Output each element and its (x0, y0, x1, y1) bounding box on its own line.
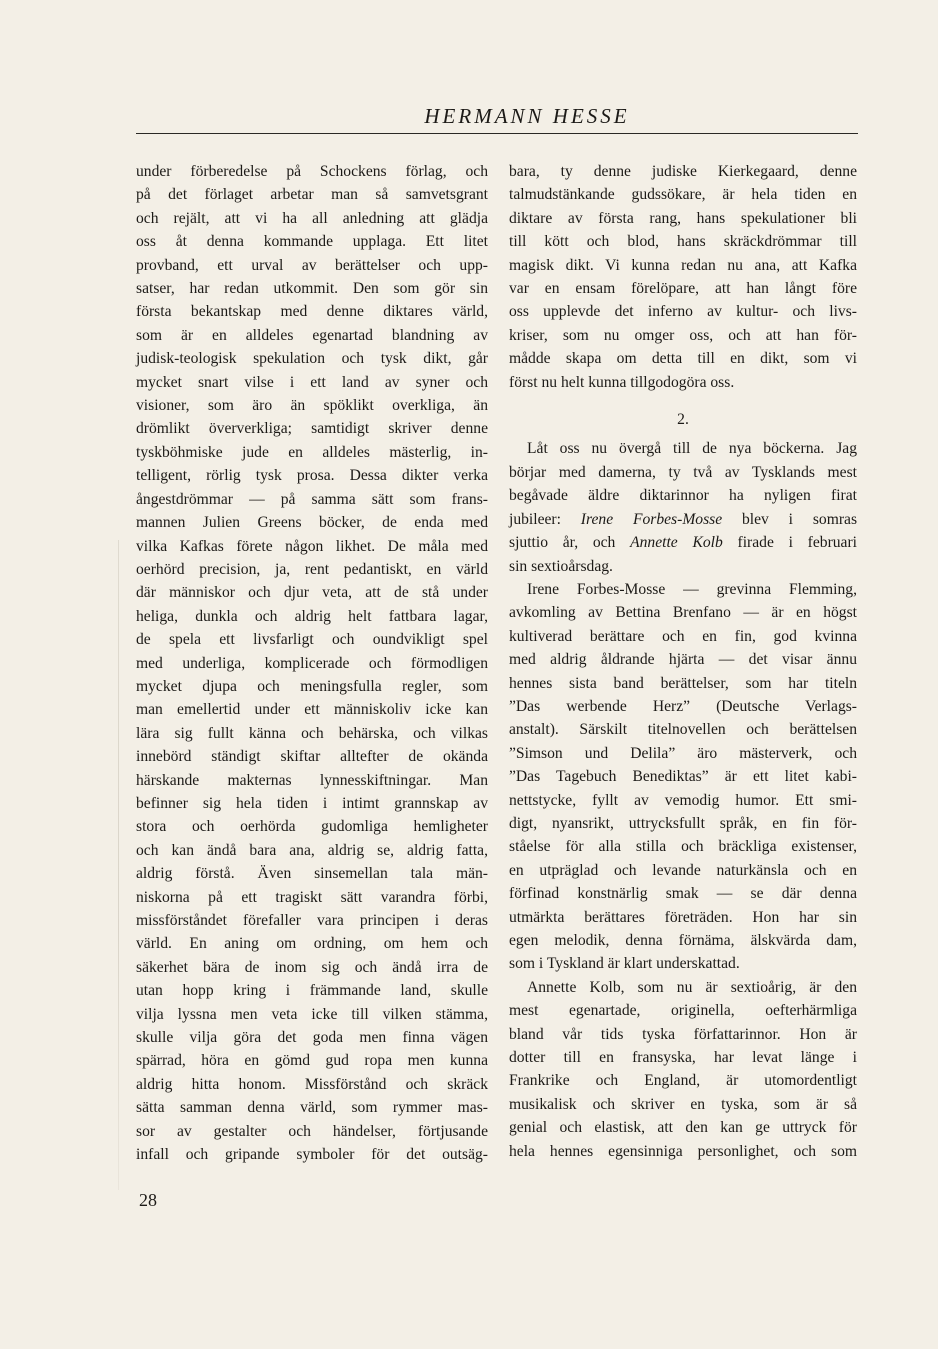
paragraph-kafka-end (509, 160, 857, 394)
running-header: HERMANN HESSE (424, 104, 630, 128)
right-column (509, 160, 857, 1163)
text-line: kriser, som nu omger oss, och att han för- (509, 326, 857, 344)
text-line: heliga, dunkla och aldrig helt fattbara lagar, (136, 607, 488, 625)
text-line: oerhörd precision, ja, rent pedantiskt, en värld (136, 560, 488, 578)
text-line: sin sextioårsdag. (509, 557, 613, 575)
text-line: hennes sista band berättelser, som har titeln (509, 674, 857, 692)
text-line: spärrad, höra en gömd gud ropa men kunna (136, 1052, 488, 1070)
text-line: med aldrig åldrande hjärta — det visar ännu (509, 651, 857, 669)
text-line: ”Das werbende Herz” (Deutsche Verlags- (509, 697, 857, 715)
page-number: 28 (139, 1190, 157, 1210)
text-line: egen melodik, denna förnäma, älskvärda dam, (509, 932, 857, 949)
text-line: judisk-teologisk spekulation och tysk dikt, går (136, 350, 488, 368)
text-line: satser, har redan utkommit. Den som gör sin (136, 280, 488, 298)
text-line: värld. En aning om ordning, om hem och (136, 935, 488, 953)
margin-crease (118, 540, 119, 1190)
text-line (509, 508, 857, 531)
text-line: niskorna på ett tragiskt sätt varandra förbi, (136, 888, 488, 906)
text-line: diktare av första rang, hans spekulationer bli (509, 209, 857, 227)
text-line: stora och oerhörda gudomliga hemligheter (136, 818, 488, 836)
text-line: dotter till en fransyska, har levat länge i (509, 1049, 857, 1067)
text-line: börjar med damerna, ty två av Tysklands mest (509, 463, 857, 481)
header-rule (136, 133, 858, 134)
paragraph-kolb (509, 976, 857, 1163)
text-line: infall och gripande symboler för det outsäg- (136, 1146, 488, 1164)
text-line: begåvade äldre diktarinnor ha nyligen firat (509, 487, 857, 505)
text-line: ångestdrömmar — på samma sätt som frans- (136, 490, 488, 508)
author-name: Annette Kolb (630, 534, 723, 552)
text-span: sjuttio år, och (509, 534, 631, 552)
paragraph-forbes-mosse (509, 578, 857, 976)
text-line: telligent, rörlig tysk prosa. Dessa dikter verka (136, 467, 488, 485)
text-line: oss åt denna kommande upplaga. Ett litet (136, 233, 488, 251)
text-line: talmudstänkande gudssökare, är hela tiden en (509, 186, 857, 204)
text-line: Frankrike och England, är utomordentligt (509, 1072, 857, 1090)
text-line: som i Tyskland är klart underskattad. (509, 955, 740, 973)
text-line: utmärkta berättares företräden. Hon har sin (509, 908, 857, 926)
text-line: ”Das Tagebuch Benediktas” är ett litet kabi- (509, 768, 857, 786)
text-line: som är en alldeles egenartad blandning av (136, 326, 488, 344)
paragraph-intro (509, 437, 857, 577)
text-line: mannen Julien Greens böcker, de enda med (136, 514, 488, 532)
text-line: första bekantskap med denne diktares värld, (136, 303, 488, 321)
text-line: förfinad konstnärlig smak — se där denna (509, 885, 857, 903)
text-line: sätta samman denna värld, som rymmer mas- (136, 1099, 488, 1117)
left-column (136, 160, 488, 1166)
text-line: till kött och blod, hans skräckdrömmar till (509, 233, 857, 251)
text-line: befinner sig hela tiden i intimt grannskap av (136, 794, 488, 812)
text-line: aldrig förstå. Även sinsemellan tala män- (136, 865, 488, 883)
text-line: genial och elastisk, att den kan ge uttryck för (509, 1119, 857, 1137)
text-line: under förberedelse på Schockens förlag, och (136, 163, 488, 180)
text-line: kultiverad berättare och en fin, god kvinna (509, 627, 857, 645)
text-line: mycket djupa och meningsfulla regler, som (136, 677, 488, 695)
text-line: ståelse för alla stilla och bräckliga existenser, (509, 838, 857, 856)
text-span: firade i februari (722, 534, 858, 552)
text-line: nettstycke, fyllt av vemodig humor. Ett smi- (509, 791, 857, 809)
text-line: tyskböhmiske jude en alldeles mästerlig, in- (136, 443, 488, 461)
text-line: aldrig hitta honom. Missförstånd och skräck (136, 1075, 488, 1093)
text-line: Irene Forbes-Mosse — grevinna Flemming, (527, 580, 857, 598)
text-line: lära sig fullt känna och behärska, och vilkas (136, 724, 488, 742)
text-line: där människor och djur veta, att de stå under (136, 584, 488, 602)
author-name: Irene Forbes-Mosse (580, 510, 723, 528)
text-line: först nu helt kunna tillgodogöra oss. (509, 373, 735, 391)
text-line: bland vår tids tyska författarinnor. Hon är (509, 1025, 857, 1043)
text-line: och rejält, att vi ha all anledning att glädja (136, 209, 488, 227)
text-line: vilka Kafkas förete någon likhet. De måla med (136, 537, 488, 555)
text-line: säkerhet bära de inom sig och ändå irra de (136, 958, 488, 976)
text-line: en utpräglad och levande naturkänsla och en (509, 861, 857, 879)
text-line: ”Simson und Delila” äro mästerverk, och (509, 744, 857, 762)
text-line: skulle vilja göra det goda men finna vägen (136, 1029, 488, 1047)
text-line: mest egenartade, originella, oefterhärmliga (509, 1002, 857, 1020)
text-line: mycket snart vilse i ett land av syner och (136, 373, 488, 391)
text-line: bara, ty denne judiske Kierkegaard, denne (509, 163, 857, 180)
text-line: avkomling av Bettina Brenfano — är en högst (509, 604, 857, 622)
text-line: härskande makternas lynnesskiftningar. Man (136, 771, 488, 789)
text-line: med underliga, komplicerade och förmodligen (136, 654, 488, 672)
text-line: på det förlaget arbetar man så samvetsgrant (136, 186, 488, 204)
text-line: sor av gestalter och händelser, förtjusande (136, 1122, 488, 1140)
text-line: mådde skapa om detta till en dikt, som vi (509, 350, 857, 368)
text-line: de spela ett livsfarligt och oundvikligt spel (136, 631, 488, 649)
text-line: innebörd ständigt skiftar alltefter de okända (136, 748, 488, 766)
text-line: och kan ändå bara ana, aldrig se, aldrig fatta, (136, 841, 488, 859)
text-line: Annette Kolb, som nu är sextioårig, är den (527, 978, 857, 996)
text-line: hela hennes egensinniga personlighet, och som (509, 1142, 857, 1160)
text-span: blev i somras (722, 510, 858, 528)
text-line: man emellertid under ett människoliv icke kan (136, 701, 488, 719)
text-line: drömlikt öververkliga; samtidigt skriver denne (136, 420, 488, 438)
section-number: 2. (677, 411, 689, 429)
text-line: anstalt). Särskilt titelnovellen och berättelsen (509, 721, 857, 739)
text-line: missförståndet förefaller vara principen i deras (136, 912, 488, 929)
text-line: vilja lyssna men veta icke till vilken stämma, (136, 1005, 488, 1023)
text-line (509, 531, 857, 554)
text-line: Låt oss nu övergå till de nya böckerna. Jag (527, 440, 857, 458)
text-line: magisk dikt. Vi kunna redan nu ana, att Kafka (509, 256, 857, 274)
text-line: musikalisk och skriver en tyska, som är så (509, 1095, 857, 1113)
text-line: visioner, som äro än spöklikt overkliga, än (136, 397, 488, 415)
text-line: digt, nyansrikt, uttrycksfullt språk, en fin för- (509, 814, 857, 832)
text-line: oss upplevde det inferno av kultur- och livs- (509, 303, 857, 321)
text-span: jubileer: (509, 510, 581, 528)
text-line: provband, ett urval av berättelser och upp- (136, 256, 488, 274)
text-line: var en ensam förelöpare, att han långt före (509, 280, 857, 298)
text-line: utan hopp kring i främmande land, skulle (136, 982, 488, 1000)
